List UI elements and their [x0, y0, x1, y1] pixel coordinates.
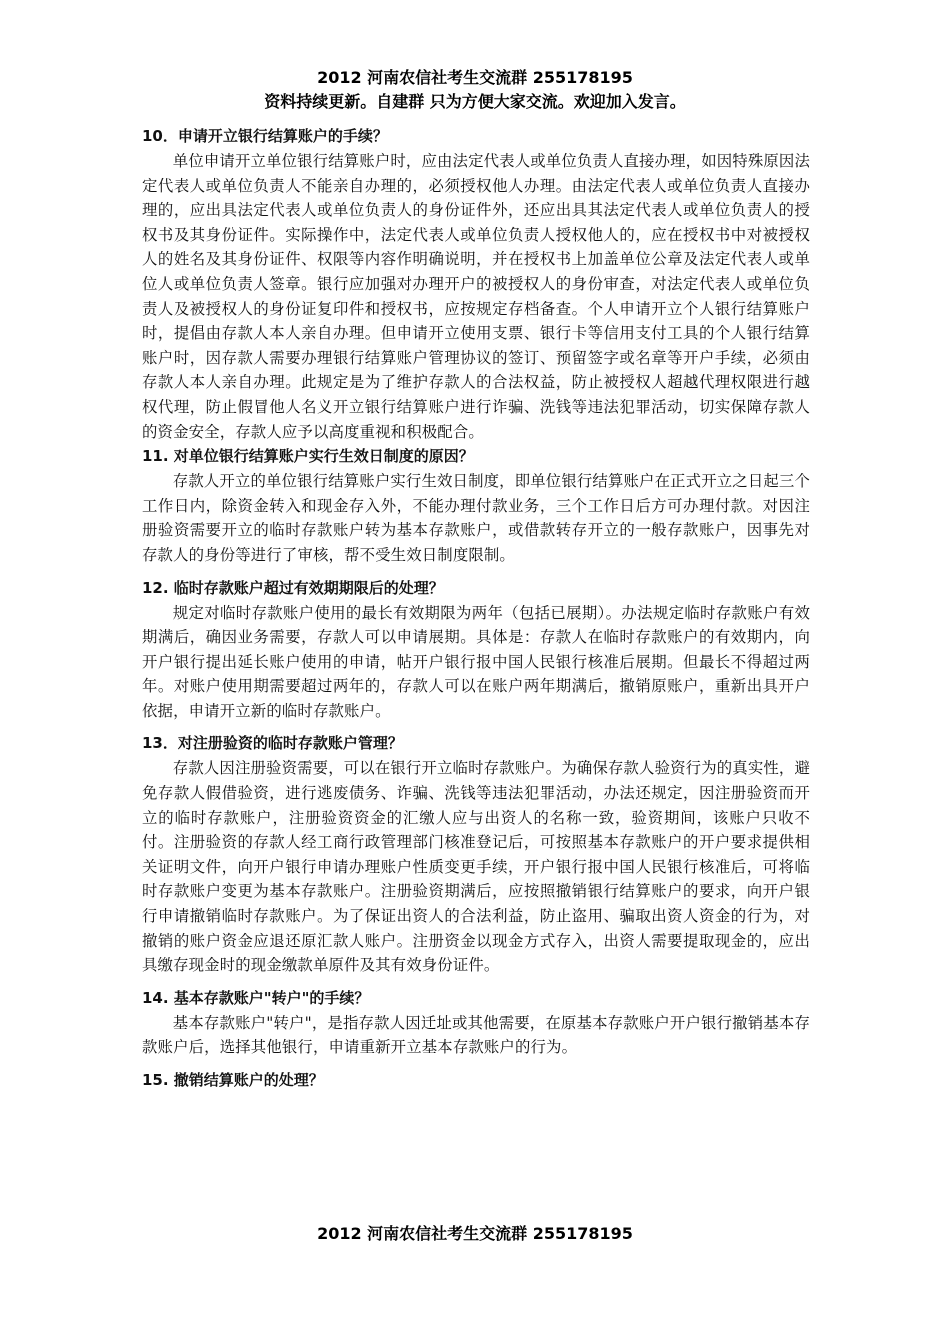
section-body-11: 存款人开立的单位银行结算账户实行生效日制度，即单位银行结算账户在正式开立之日起三个工作日内，除资金转入和现金存入外，不能办理付款业务，三个工作日后方可办理付款。对因注册验资需要开立的临时存款账户转为基本存款账户，或借款转存开立的一般存款账户，因事先对存款人的身份等进行了审核，帮不受生效日制度限制。	[142, 472, 810, 564]
section-heading-11: 11. 对单位银行结算账户实行生效日制度的原因？	[142, 447, 474, 466]
section-body-14: 基本存款账户"转户"，是指存款人因迁址或其他需要，在原基本存款账户开户银行撤销基本存款账户后，选择其他银行，申请重新开立基本存款账户的行为。	[142, 1013, 810, 1057]
section-heading-14: 14. 基本存款账户"转户"的手续？	[142, 988, 370, 1007]
section-body-13: 存款人因注册验资需要，可以在银行开立临时存款账户。为确保存款人验资行为的真实性，避免存款人假借验资，进行逃废债务、诈骗、洗钱等违法犯罪活动，办法还规定，因注册验资而开立的临时存款账户，注册验资资金的汇缴人应与出资人的名称一致，验资期间，该账户只收不付。注册验资的存款人经工商行政管理部门核准登记后，可按照基本存款账户的开户要求提供相关证明文件，向开户银行申请办理账户性质变更手续，开户银行报中国人民银行核准后，可将临时存款账户变更为基本存款账户。注册验资期满后，应按照撤销银行结算账户的要求，向开户银行申请撤销临时存款账户。为了保证出资人的合法利益，防止盗用、骗取出资人资金的行为，对撤销的账户资金应退还原汇款人账户。注册资金以现金方式存入，出资人需要提取现金的，应出具缴存现金时的现金缴款单原件及其有效身份证件。	[142, 759, 810, 975]
section-body-12: 规定对临时存款账户使用的最长有效期限为两年（包括已展期）。办法规定临时存款账户有效期满后，确因业务需要，存款人可以申请展期。具体是：存款人在临时存款账户的有效期内，向开户银行提出延长账户使用的申请，帖开户银行报中国人民银行核准后展期。但最长不得超过两年。对账户使用期需要超过两年的，存款人可以在账户两年期满后，撤销原账户，重新出具开户依据，申请开立新的临时存款账户。	[142, 603, 810, 720]
document-body	[142, 124, 810, 1093]
header-notice-line: 资料持续更新。自建群 只为方便大家交流。欢迎加入发言。	[264, 92, 686, 111]
section-heading-10: 10．申请开立银行结算账户的手续？	[142, 127, 388, 145]
header-group-line: 2012 河南农信社考生交流群 255178195	[317, 68, 633, 87]
page-footer: 2012 河南农信社考生交流群 255178195	[317, 1224, 633, 1243]
section-heading-15: 15. 撤销结算账户的处理？	[142, 1071, 324, 1089]
page-header	[0, 66, 950, 114]
section-heading-13: 13．对注册验资的临时存款账户管理？	[142, 734, 403, 753]
section-heading-12: 12. 临时存款账户超过有效期期限后的处理？	[142, 578, 444, 597]
section-body-10: 单位申请开立单位银行结算账户时，应由法定代表人或单位负责人直接办理，如因特殊原因法定代表人或单位负责人不能亲自办理的，必须授权他人办理。由法定代表人或单位负责人直接办理的，应出具法定代表人或单位负责人的身份证件外，还应出具其法定代表人或单位负责人的授权书及其身份证件。实际操作中，法定代表人或单位负责人授权他人的，应在授权书中对被授权人的姓名及其身份证件、权限等内容作明确说明，并在授权书上加盖单位公章及法定代表人或单位人或单位负责人签章。银行应加强对办理开户的被授权人的身份审查，对法定代表人或单位负责人及被授权人的身份证复印件和授权书，应按规定存档备查。个人申请开立个人银行结算账户时，提倡由存款人本人亲自办理。但申请开立使用支票、银行卡等信用支付工具的个人银行结算账户时，因存款人需要办理银行结算账户管理协议的签订、预留签字或名章等开户手续，必须由存款人本人亲自办理。此规定是为了维护存款人的合法权益，防止被授权人超越代理权限进行越权代理，防止假冒他人名义开立银行结算账户进行诈骗、洗钱等违法犯罪活动，切实保障存款人的资金安全，存款人应予以高度重视和积极配合。	[142, 152, 810, 441]
